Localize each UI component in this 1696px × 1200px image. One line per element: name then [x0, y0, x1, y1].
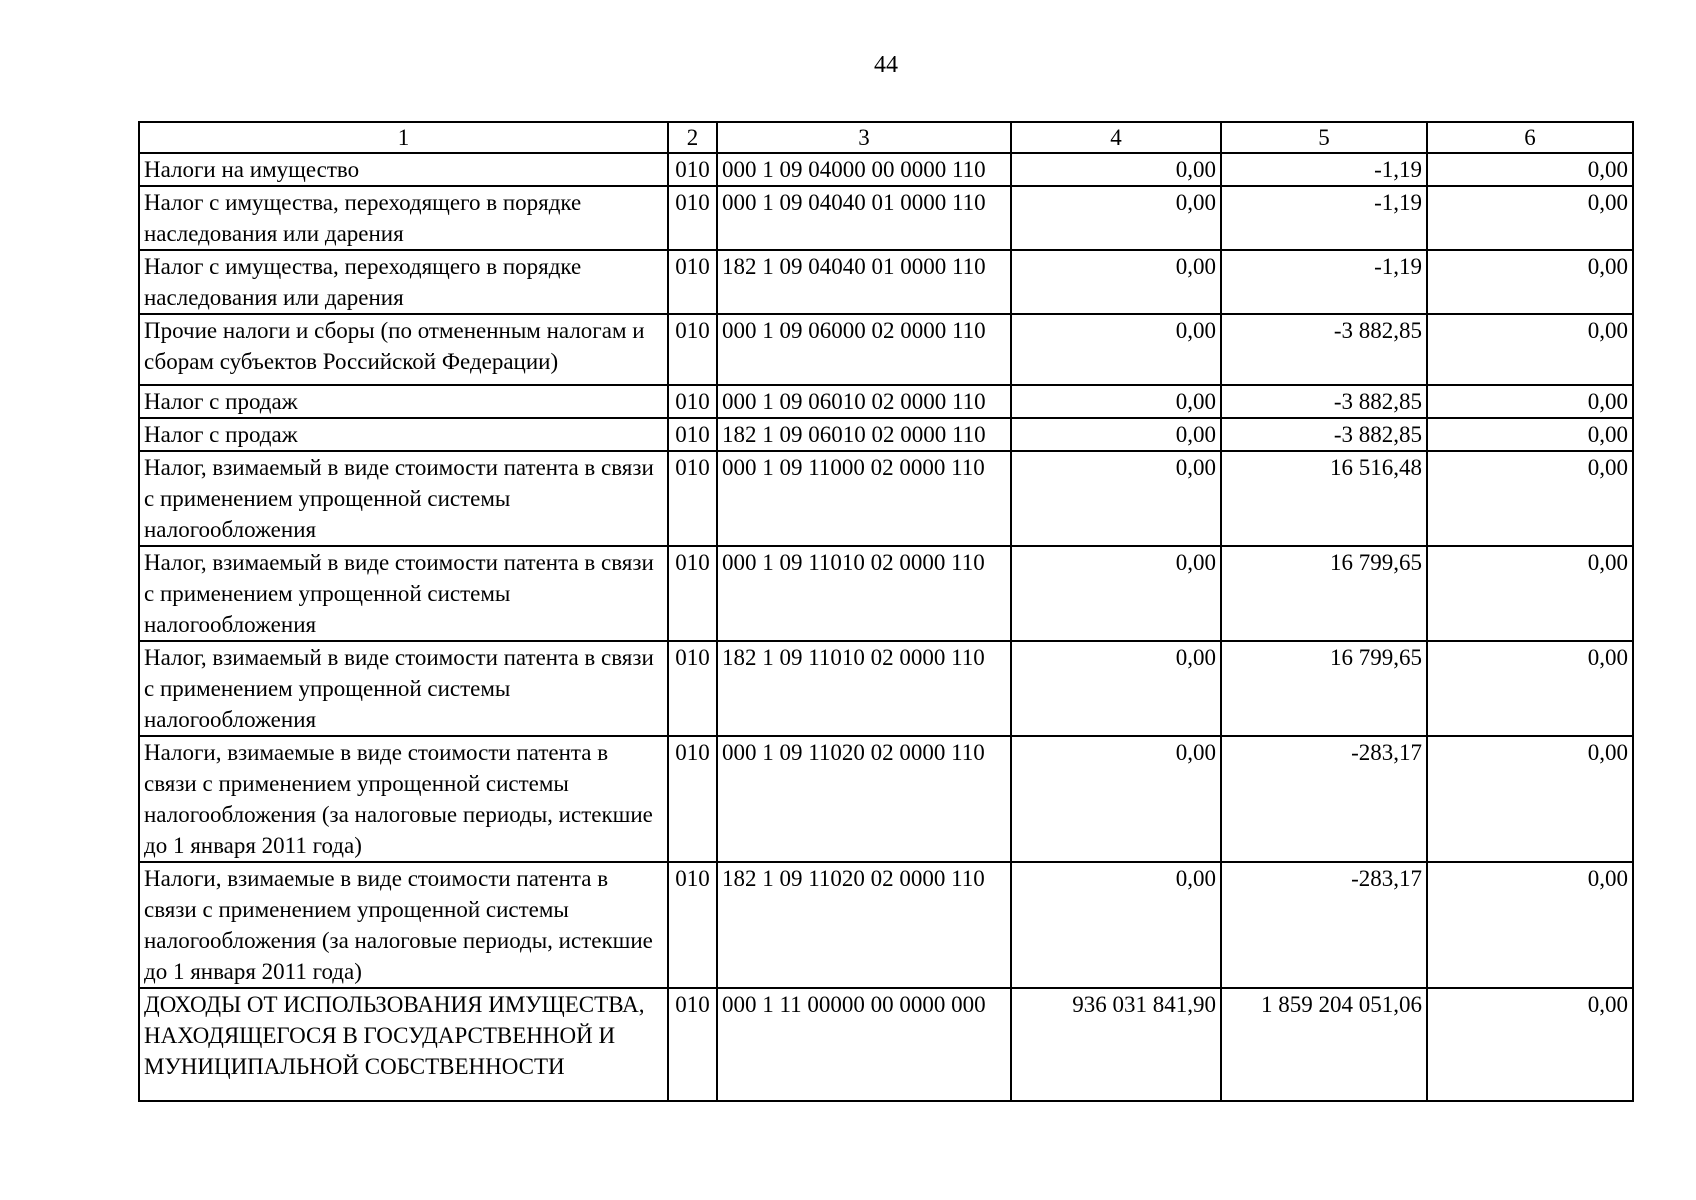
row-line-code-cell: 010: [668, 862, 717, 988]
row-value-col5-cell: -1,19: [1221, 250, 1427, 314]
row-value-col6-cell: 0,00: [1427, 546, 1633, 641]
row-value-col4-cell: 0,00: [1011, 418, 1221, 451]
table-row: [139, 153, 1633, 186]
row-value-col6-cell: 0,00: [1427, 862, 1633, 988]
column-header-1: 1: [139, 122, 668, 153]
table-row: [139, 862, 1633, 988]
row-name-cell: Налоги, взимаемые в виде стоимости патента в связи с применением упрощенной системы налогообложения (за налоговые периоды, истекшие до 1 января 2011 года): [139, 862, 668, 988]
row-value-col4-cell: 0,00: [1011, 153, 1221, 186]
row-line-code-cell: 010: [668, 418, 717, 451]
column-header-2: 2: [668, 122, 717, 153]
row-value-col5-cell: 1 859 204 051,06: [1221, 988, 1427, 1101]
row-line-code-cell: 010: [668, 988, 717, 1101]
table-body: [139, 153, 1633, 1101]
table-row: [139, 988, 1633, 1101]
row-line-code-cell: 010: [668, 451, 717, 546]
row-value-col5-cell: -3 882,85: [1221, 314, 1427, 385]
row-value-col6-cell: 0,00: [1427, 418, 1633, 451]
row-budget-code-cell: 000 1 09 11020 02 0000 110: [717, 736, 1011, 862]
row-value-col4-cell: 0,00: [1011, 736, 1221, 862]
row-value-col6-cell: 0,00: [1427, 314, 1633, 385]
row-value-col5-cell: 16 799,65: [1221, 641, 1427, 736]
column-header-4: 4: [1011, 122, 1221, 153]
row-value-col4-cell: 0,00: [1011, 250, 1221, 314]
row-value-col6-cell: 0,00: [1427, 736, 1633, 862]
row-budget-code-cell: 182 1 09 04040 01 0000 110: [717, 250, 1011, 314]
row-line-code-cell: 010: [668, 314, 717, 385]
row-line-code-cell: 010: [668, 186, 717, 250]
row-name-cell: Налог, взимаемый в виде стоимости патента в связи с применением упрощенной системы налогообложения: [139, 546, 668, 641]
table-row: [139, 641, 1633, 736]
row-value-col4-cell: 0,00: [1011, 451, 1221, 546]
row-name-cell: Прочие налоги и сборы (по отмененным налогам и сборам субъектов Российской Федерации): [139, 314, 668, 385]
row-budget-code-cell: 182 1 09 06010 02 0000 110: [717, 418, 1011, 451]
row-value-col4-cell: 0,00: [1011, 862, 1221, 988]
row-value-col5-cell: -283,17: [1221, 736, 1427, 862]
row-budget-code-cell: 182 1 09 11010 02 0000 110: [717, 641, 1011, 736]
row-value-col4-cell: 0,00: [1011, 546, 1221, 641]
report-table: [138, 121, 1634, 1102]
row-value-col4-cell: 0,00: [1011, 186, 1221, 250]
row-value-col6-cell: 0,00: [1427, 988, 1633, 1101]
row-line-code-cell: 010: [668, 385, 717, 418]
row-budget-code-cell: 000 1 09 04000 00 0000 110: [717, 153, 1011, 186]
table-row: [139, 250, 1633, 314]
row-name-cell: Налоги, взимаемые в виде стоимости патента в связи с применением упрощенной системы налогообложения (за налоговые периоды, истекшие до 1 января 2011 года): [139, 736, 668, 862]
row-value-col5-cell: -3 882,85: [1221, 385, 1427, 418]
row-value-col6-cell: 0,00: [1427, 451, 1633, 546]
row-name-cell: Налог с имущества, переходящего в порядке наследования или дарения: [139, 186, 668, 250]
table-row: [139, 546, 1633, 641]
table-row: [139, 736, 1633, 862]
row-name-cell: Налог с продаж: [139, 385, 668, 418]
column-header-6: 6: [1427, 122, 1633, 153]
row-budget-code-cell: 000 1 09 06000 02 0000 110: [717, 314, 1011, 385]
row-name-cell: ДОХОДЫ ОТ ИСПОЛЬЗОВАНИЯ ИМУЩЕСТВА, НАХОДЯЩЕГОСЯ В ГОСУДАРСТВЕННОЙ И МУНИЦИПАЛЬНОЙ СОБСТВЕННОСТИ: [139, 988, 668, 1101]
row-value-col5-cell: 16 516,48: [1221, 451, 1427, 546]
row-name-cell: Налог, взимаемый в виде стоимости патента в связи с применением упрощенной системы налогообложения: [139, 641, 668, 736]
row-value-col5-cell: -3 882,85: [1221, 418, 1427, 451]
row-name-cell: Налог с имущества, переходящего в порядке наследования или дарения: [139, 250, 668, 314]
row-budget-code-cell: 000 1 11 00000 00 0000 000: [717, 988, 1011, 1101]
table-row: [139, 186, 1633, 250]
row-value-col6-cell: 0,00: [1427, 641, 1633, 736]
table-row: [139, 385, 1633, 418]
row-value-col5-cell: -283,17: [1221, 862, 1427, 988]
row-budget-code-cell: 182 1 09 11020 02 0000 110: [717, 862, 1011, 988]
row-budget-code-cell: 000 1 09 06010 02 0000 110: [717, 385, 1011, 418]
row-value-col5-cell: -1,19: [1221, 153, 1427, 186]
page-number: 44: [874, 52, 898, 78]
row-value-col4-cell: 0,00: [1011, 385, 1221, 418]
row-value-col6-cell: 0,00: [1427, 250, 1633, 314]
row-line-code-cell: 010: [668, 250, 717, 314]
table-row: [139, 314, 1633, 385]
table-row: [139, 418, 1633, 451]
row-name-cell: Налог, взимаемый в виде стоимости патента в связи с применением упрощенной системы налогообложения: [139, 451, 668, 546]
header-row: [139, 122, 1633, 153]
row-budget-code-cell: 000 1 09 04040 01 0000 110: [717, 186, 1011, 250]
row-line-code-cell: 010: [668, 736, 717, 862]
table-row: [139, 451, 1633, 546]
row-value-col4-cell: 0,00: [1011, 641, 1221, 736]
column-header-3: 3: [717, 122, 1011, 153]
row-line-code-cell: 010: [668, 641, 717, 736]
column-header-5: 5: [1221, 122, 1427, 153]
row-value-col6-cell: 0,00: [1427, 153, 1633, 186]
row-value-col6-cell: 0,00: [1427, 385, 1633, 418]
row-value-col5-cell: -1,19: [1221, 186, 1427, 250]
row-line-code-cell: 010: [668, 546, 717, 641]
row-name-cell: Налоги на имущество: [139, 153, 668, 186]
row-value-col6-cell: 0,00: [1427, 186, 1633, 250]
row-value-col4-cell: 0,00: [1011, 314, 1221, 385]
row-budget-code-cell: 000 1 09 11010 02 0000 110: [717, 546, 1011, 641]
row-line-code-cell: 010: [668, 153, 717, 186]
row-budget-code-cell: 000 1 09 11000 02 0000 110: [717, 451, 1011, 546]
row-name-cell: Налог с продаж: [139, 418, 668, 451]
row-value-col4-cell: 936 031 841,90: [1011, 988, 1221, 1101]
row-value-col5-cell: 16 799,65: [1221, 546, 1427, 641]
